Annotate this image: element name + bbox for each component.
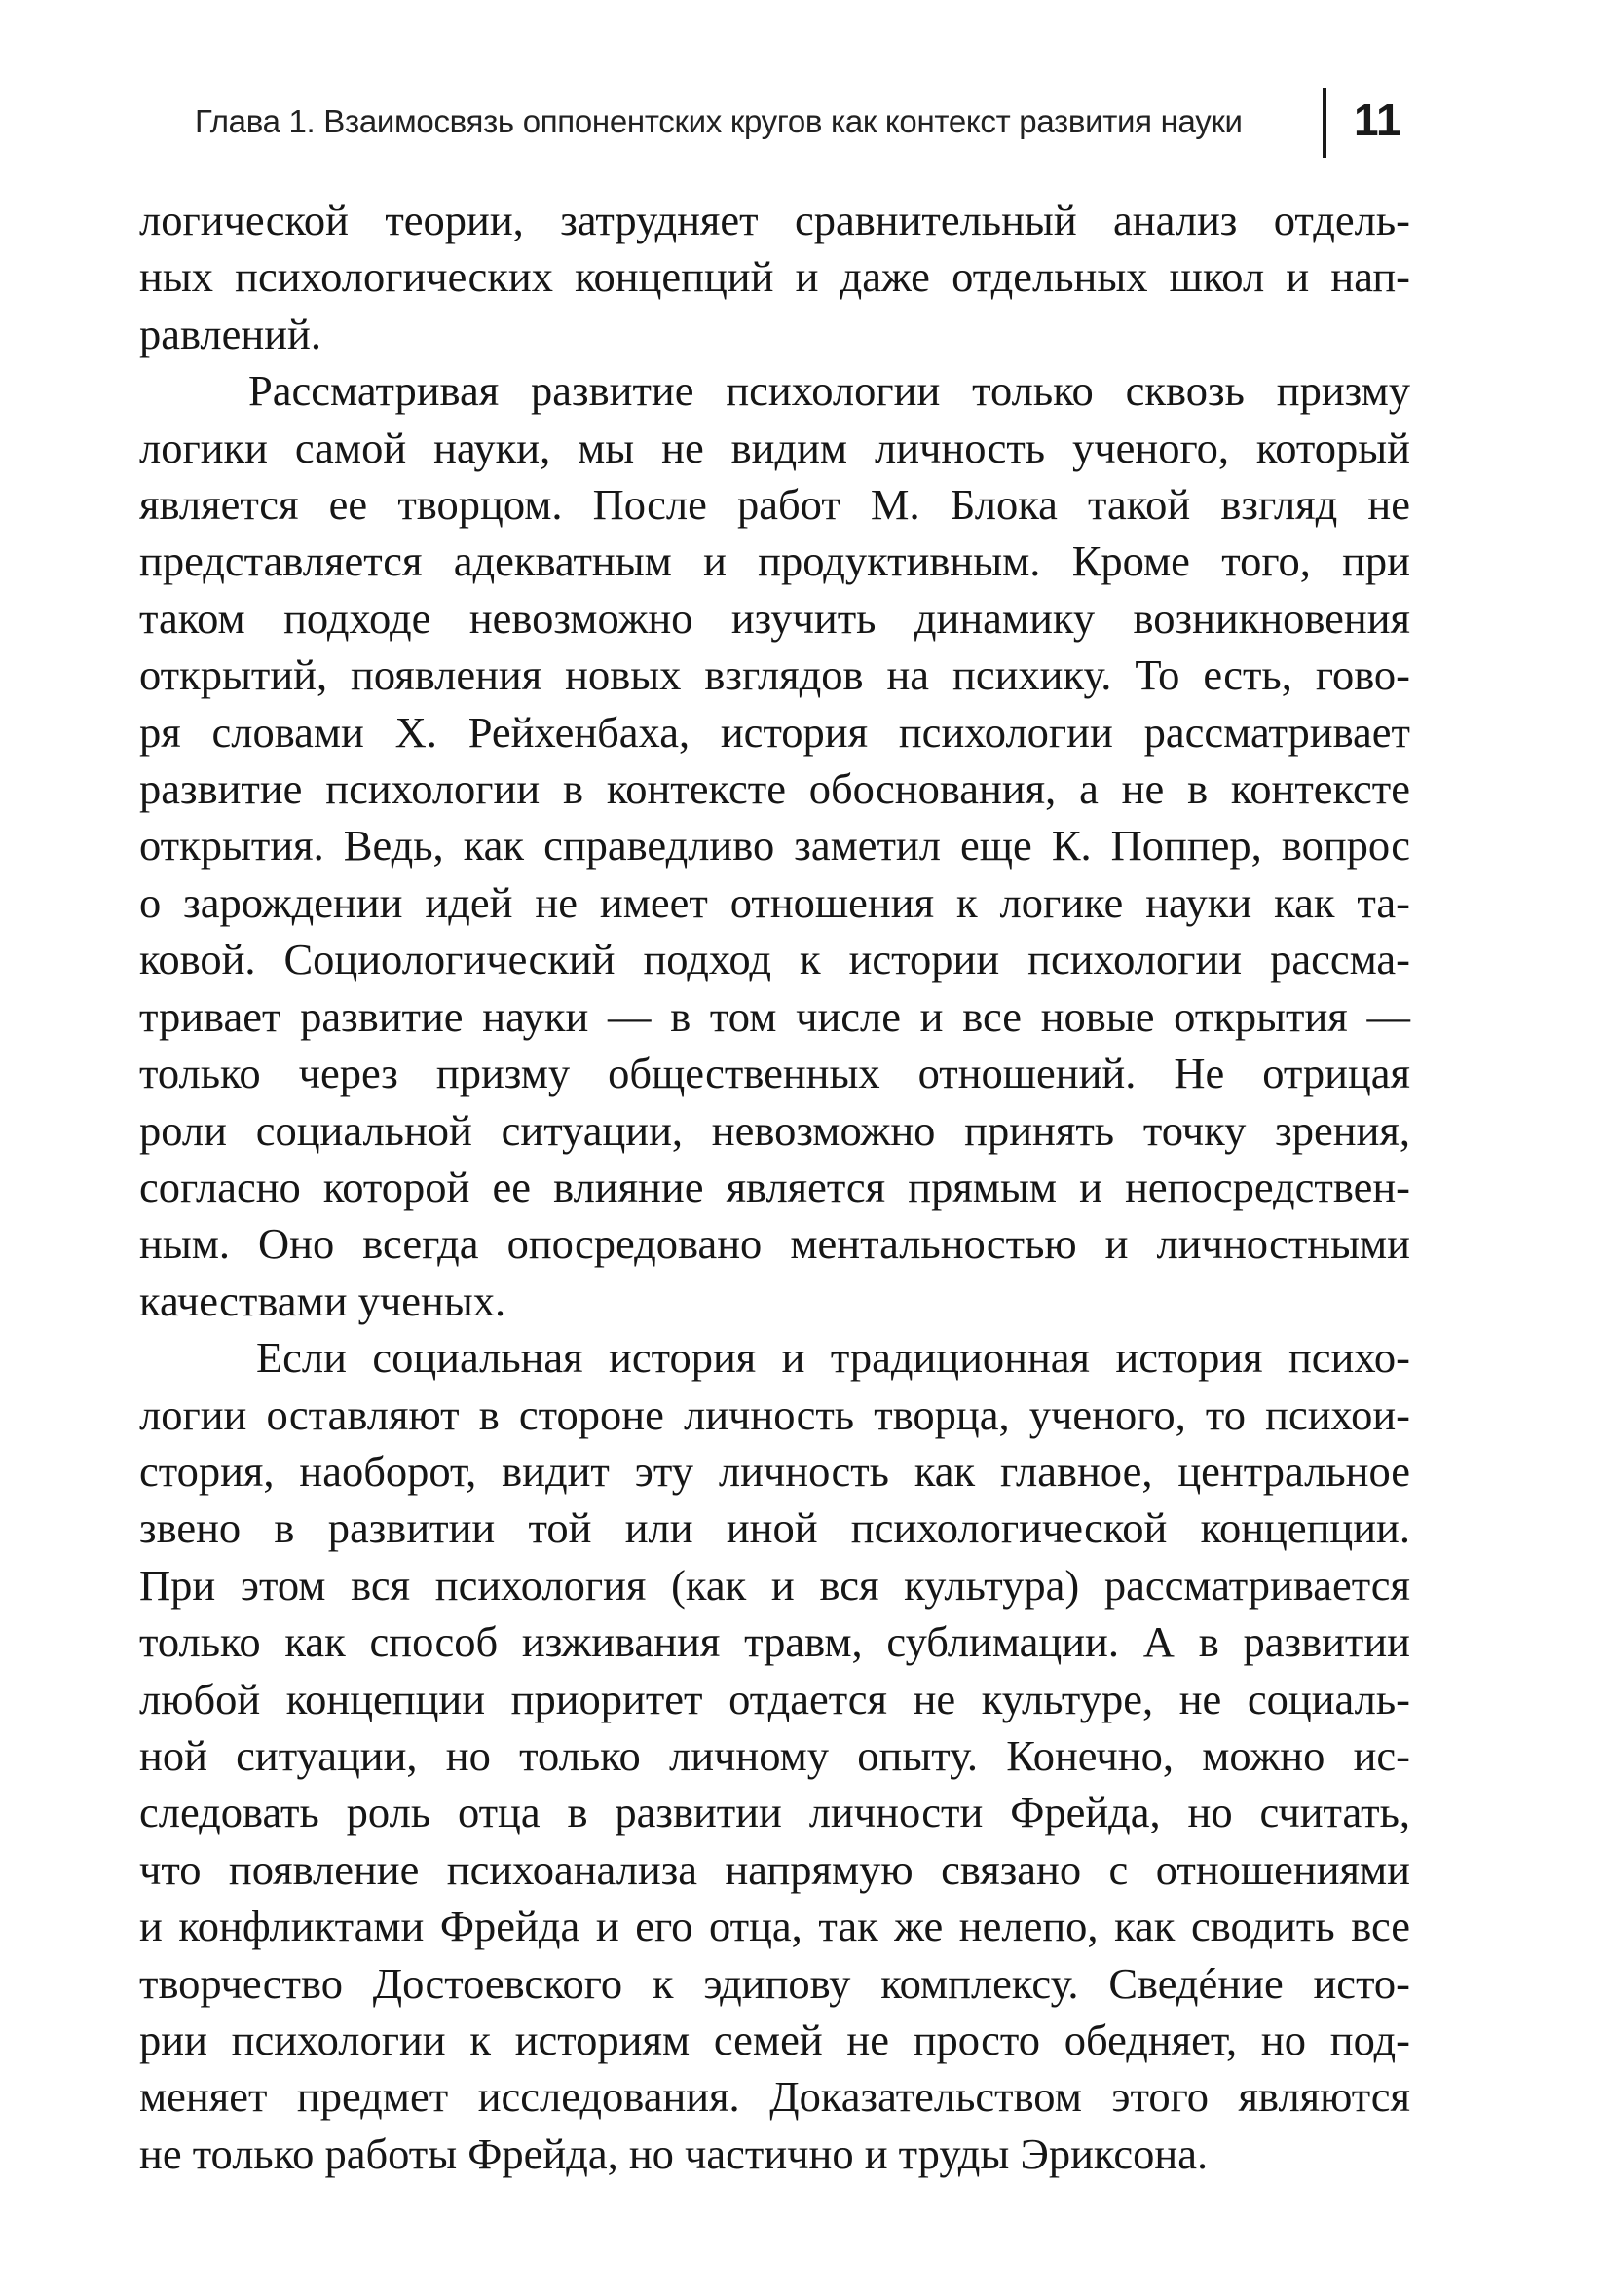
text-line: открытий, появления новых взглядов на психику. То есть, гово- xyxy=(139,650,1410,700)
text-line: рии психологии к историям семей не просто обедняет, но под- xyxy=(139,2016,1410,2064)
text-line: ных психологических концепций и даже отдельных школ и нап- xyxy=(139,252,1410,302)
text-line: меняет предмет исследования. Доказательством этого являются xyxy=(139,2072,1410,2122)
text-line: не только работы Фрейда, но частично и труды Эриксона. xyxy=(139,2129,1209,2178)
paragraph-3 xyxy=(139,1329,1410,2182)
text-line: ковой. Социологический подход к истории психологии рассма- xyxy=(139,935,1410,984)
text-line: что появление психоанализа напрямую связано с отношениями xyxy=(139,1844,1410,1894)
text-line: таком подходе невозможно изучить динамику возникновения xyxy=(139,593,1410,643)
text-line: только через призму общественных отношений. Не отрицая xyxy=(139,1049,1410,1098)
paragraph-1 xyxy=(139,192,1410,362)
text-line: стория, наоборот, видит эту личность как главное, центральное xyxy=(139,1446,1410,1496)
page-header xyxy=(195,88,1412,158)
text-line: о зарождении идей не имеет отношения к логике науки как та- xyxy=(139,877,1410,927)
text-line: тривает развитие науки — в том числе и все новые открытия — xyxy=(139,991,1410,1041)
text-line: творчество Достоевского к эдипову комплексу. Сведéние исто- xyxy=(139,1958,1410,2008)
text-line: развитие психологии в контексте обоснования, а не в контексте xyxy=(139,764,1410,814)
text-line: роли социальной ситуации, невозможно принять точку зрения, xyxy=(139,1105,1410,1155)
text-line: ря словами Х. Рейхенбаха, история психологии рассматривает xyxy=(139,707,1410,757)
text-line: При этом вся психология (как и вся культура) рассматривается xyxy=(139,1560,1410,1610)
text-line: Рассматривая развитие психологии только сквозь призму xyxy=(248,366,1410,416)
header-divider xyxy=(1323,88,1326,158)
body-text xyxy=(139,192,1410,2182)
text-line: звено в развитии той или иной психологической концепции. xyxy=(139,1503,1410,1553)
text-line: качествами ученых. xyxy=(139,1276,506,1325)
text-line: и конфликтами Фрейда и его отца, так же нелепо, как сводить все xyxy=(139,1902,1410,1951)
text-line: логики самой науки, мы не видим личность ученого, который xyxy=(139,423,1410,472)
text-line: логической теории, затрудняет сравнительный анализ отдель- xyxy=(139,196,1410,244)
running-head: Глава 1. Взаимосвязь оппонентских кругов как контекст развития науки xyxy=(195,103,1243,139)
paragraph-2 xyxy=(139,362,1410,1329)
text-line: следовать роль отца в развитии личности Фрейда, но считать, xyxy=(139,1788,1410,1837)
text-line: равлений. xyxy=(139,309,321,358)
text-line: ной ситуации, но только личному опыту. Конечно, можно ис- xyxy=(139,1730,1410,1780)
page-number: 11 xyxy=(1354,94,1401,145)
text-line: ным. Оно всегда опосредовано ментальностью и личностными xyxy=(139,1219,1410,1269)
text-line: представляется адекватным и продуктивным. Кроме того, при xyxy=(139,537,1410,586)
text-line: открытия. Ведь, как справедливо заметил еще К. Поппер, вопрос xyxy=(139,821,1410,870)
text-line: только как способ изживания травм, сублимации. А в развитии xyxy=(139,1617,1410,1667)
text-line: является ее творцом. После работ М. Блока такой взгляд не xyxy=(139,480,1410,530)
text-line: Если социальная история и традиционная история психо- xyxy=(256,1333,1410,1383)
text-line: любой концепции приоритет отдается не культуре, не социаль- xyxy=(139,1674,1410,1723)
text-line: логии оставляют в стороне личность творца, ученого, то психои- xyxy=(139,1389,1410,1439)
text-line: согласно которой ее влияние является прямым и непосредствен- xyxy=(139,1162,1410,1211)
